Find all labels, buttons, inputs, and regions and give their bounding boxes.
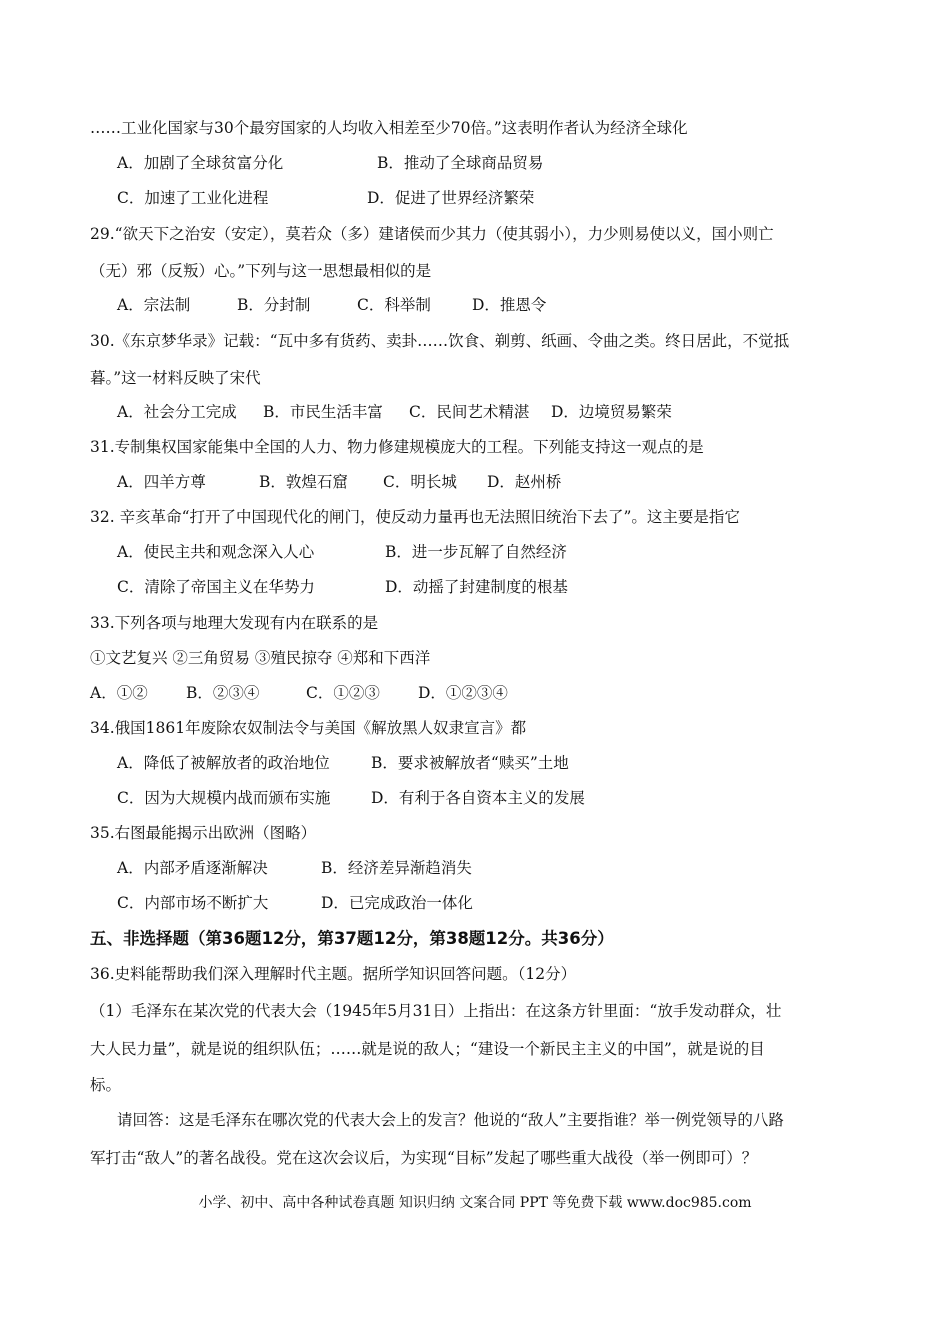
q30-option-a: A．社会分工完成	[117, 403, 237, 421]
q30-stem-line2: 暮。”这一材料反映了宋代	[90, 369, 261, 387]
q32-options-row1	[117, 542, 567, 562]
q29-stem-line2: （无）邪（反叛）心。”下列与这一思想最相似的是	[90, 262, 432, 280]
q31-option-c: C．明长城	[383, 473, 457, 491]
q33-stem: 33.下列各项与地理大发现有内在联系的是	[90, 614, 379, 632]
q36-part1-line1: （1）毛泽东在某次党的代表大会（1945年5月31日）上指出：在这条方针里面：“放手发动群众，壮	[90, 1002, 782, 1020]
section-5-heading: 五、非选择题（第36题12分，第37题12分，第38题12分。共36分）	[90, 929, 614, 948]
q35-options-row2	[117, 893, 473, 913]
q30-option-c: C．民间艺术精湛	[409, 403, 530, 421]
q33-items: ①文艺复兴 ②三角贸易 ③殖民掠夺 ④郑和下西洋	[90, 649, 431, 667]
q32-stem: 32. 辛亥革命“打开了中国现代化的闸门，使反动力量再也无法照旧统治下去了”。这主要是指它	[90, 508, 740, 526]
q28-option-b: B．推动了全球商品贸易	[377, 154, 544, 172]
q33-option-b: B．②③④	[186, 684, 260, 702]
q28-option-c: C．加速了工业化进程	[117, 189, 269, 207]
q32-option-b: B．进一步瓦解了自然经济	[385, 543, 567, 561]
q31-option-d: D．赵州桥	[487, 473, 562, 491]
q29-option-b: B．分封制	[237, 296, 311, 314]
q36-stem: 36.史料能帮助我们深入理解时代主题。据所学知识回答问题。（12分）	[90, 965, 577, 983]
q34-stem: 34.俄国1861年废除农奴制法令与美国《解放黑人奴隶宣言》都	[90, 719, 527, 737]
q29-option-d: D．推恩令	[472, 296, 547, 314]
q30-option-d: D．边境贸易繁荣	[551, 403, 672, 421]
q36-question-line1: 请回答：这是毛泽东在哪次党的代表大会上的发言？他说的“敌人”主要指谁？举一例党领导的八路	[117, 1111, 784, 1129]
q34-option-c: C．因为大规模内战而颁布实施	[117, 789, 331, 807]
q32-option-a: A．使民主共和观念深入人心	[117, 543, 315, 561]
q29-option-a: A．宗法制	[117, 296, 191, 314]
q29-option-c: C．科举制	[357, 296, 431, 314]
q36-part1-line2: 大人民力量”，就是说的组织队伍；……就是说的敌人；“建设一个新民主主义的中国”，就是说的目	[90, 1040, 765, 1058]
q30-option-b: B．市民生活丰富	[263, 403, 383, 421]
q36-question-line2: 军打击“敌人”的著名战役。党在这次会议后，为实现“目标”发起了哪些重大战役（举一例即可）？	[90, 1149, 758, 1167]
q28-options-row1	[117, 153, 543, 173]
q32-option-c: C．清除了帝国主义在华势力	[117, 578, 315, 596]
q34-options-row1	[117, 753, 569, 773]
q32-option-d: D．动摇了封建制度的根基	[385, 578, 568, 596]
q31-options	[117, 472, 561, 492]
q33-option-d: D．①②③④	[418, 684, 508, 702]
q35-stem: 35.右图最能揭示出欧洲（图略）	[90, 824, 317, 842]
q33-option-a: A．①②	[90, 684, 148, 702]
q30-stem-line1: 30.《东京梦华录》记载：“瓦中多有货药、卖卦……饮食、剃剪、纸画、令曲之类。终日居此，不觉抵	[90, 332, 790, 350]
q34-option-a: A．降低了被解放者的政治地位	[117, 754, 330, 772]
q28-option-a: A．加剧了全球贫富分化	[117, 154, 284, 172]
q34-option-d: D．有利于各自资本主义的发展	[371, 789, 585, 807]
q28-stem-tail: ……工业化国家与30个最穷国家的人均收入相差至少70倍。”这表明作者认为经济全球化	[90, 119, 688, 137]
q34-option-b: B．要求被解放者“赎买”土地	[371, 754, 569, 772]
q28-option-d: D．促进了世界经济繁荣	[367, 189, 535, 207]
q35-option-a: A．内部矛盾逐渐解决	[117, 859, 268, 877]
page-footer: 小学、初中、高中各种试卷真题 知识归纳 文案合同 PPT 等免费下载 www.doc985.com	[198, 1195, 752, 1211]
q28-options-row2	[117, 188, 534, 208]
q29-stem-line1: 29.“欲天下之治安（安定），莫若众（多）建诸侯而少其力（使其弱小），力少则易使以义，国小则亡	[90, 225, 774, 243]
q34-options-row2	[117, 788, 585, 808]
q31-stem: 31.专制集权国家能集中全国的人力、物力修建规模庞大的工程。下列能支持这一观点的是	[90, 438, 704, 456]
q36-part1-line3: 标。	[90, 1076, 122, 1094]
q31-option-a: A．四羊方尊	[117, 473, 206, 491]
q33-option-c: C．①②③	[306, 684, 380, 702]
q33-options	[90, 683, 508, 703]
q35-option-b: B．经济差异渐趋消失	[321, 859, 472, 877]
q30-options	[117, 402, 672, 422]
q31-option-b: B．敦煌石窟	[259, 473, 348, 491]
q35-option-d: D．已完成政治一体化	[321, 894, 473, 912]
q32-options-row2	[117, 577, 568, 597]
q29-options	[117, 295, 546, 315]
q35-options-row1	[117, 858, 472, 878]
q35-option-c: C．内部市场不断扩大	[117, 894, 269, 912]
